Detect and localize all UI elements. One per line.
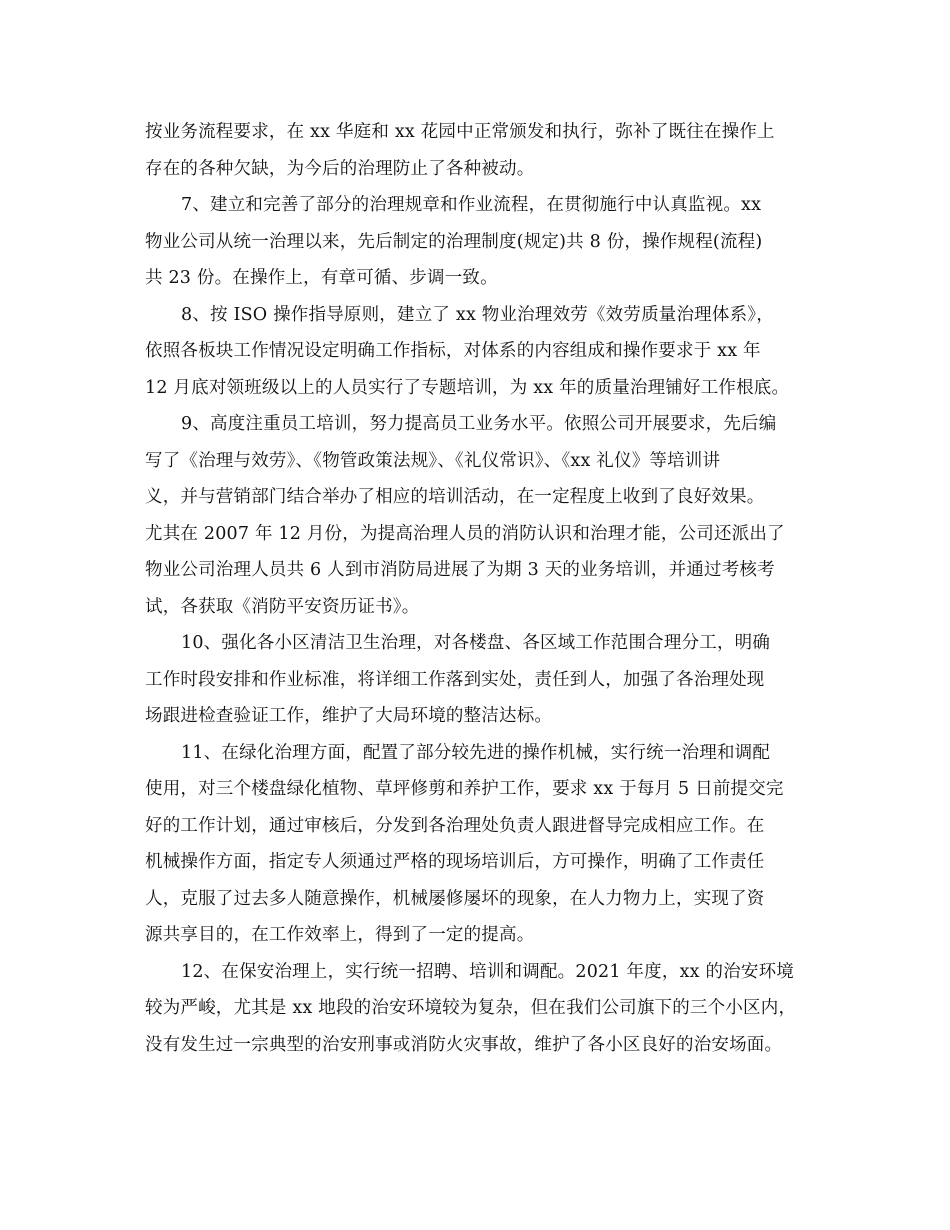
paragraph-line: 写了《治理与效劳》、《物管政策法规》、《礼仪常识》、《xx 礼仪》等培训讲 bbox=[145, 450, 721, 471]
paragraph-first-line: 8、按 ISO 操作指导原则，建立了 xx 物业治理效劳《效劳质量治理体系》， bbox=[181, 304, 774, 325]
paragraph-line: 12 月底对领班级以上的人员实行了专题培训，为 xx 年的质量治理铺好工作根底。 bbox=[145, 377, 790, 398]
document-body bbox=[145, 114, 813, 1063]
paragraph-line: 好的工作计划，通过审核后，分发到各治理处负责人跟进督导完成相应工作。在 bbox=[145, 815, 765, 836]
paragraph-line: 试，各获取《消防平安资历证书》。 bbox=[145, 596, 420, 617]
paragraph-line: 场跟进检查验证工作，维护了大局环境的整洁达标。 bbox=[145, 706, 553, 726]
paragraph-line: 尤其在 2007 年 12 月份，为提高治理人员的消防认识和治理才能，公司还派出了 bbox=[145, 523, 785, 544]
paragraph-first-line: 11、在绿化治理方面，配置了部分较先进的操作机械，实行统一治理和调配 bbox=[181, 742, 771, 763]
paragraph-first-line: 7、建立和完善了部分的治理规章和作业流程，在贯彻施行中认真监视。xx bbox=[181, 195, 762, 215]
paragraph-line: 工作时段安排和作业标准，将详细工作落到实处，责任到人，加强了各治理处现 bbox=[145, 669, 765, 690]
paragraph-line: 物业公司治理人员共 6 人到市消防局进展了为期 3 天的业务培训，并通过考核考 bbox=[145, 560, 775, 580]
paragraph-line: 机械操作方面，指定专人须通过严格的现场培训后，方可操作，明确了工作责任 bbox=[145, 852, 765, 872]
paragraph-first-line: 10、强化各小区清洁卫生治理，对各楼盘、各区域工作范围合理分工，明确 bbox=[181, 633, 771, 653]
paragraph-line: 存在的各种欠缺，为今后的治理防止了各种被动。 bbox=[145, 158, 535, 179]
paragraph-line: 较为严峻，尤其是 xx 地段的治安环境较为复杂，但在我们公司旗下的三个小区内， bbox=[145, 998, 797, 1018]
paragraph-line: 源共享目的，在工作效率上，得到了一定的提高。 bbox=[145, 925, 535, 945]
paragraph-line: 按业务流程要求，在 xx 华庭和 xx 花园中正常颁发和执行，弥补了既往在操作上 bbox=[145, 122, 775, 142]
paragraph-line: 义，并与营销部门结合举办了相应的培训活动，在一定程度上收到了良好效果。 bbox=[145, 487, 765, 507]
paragraph-line: 依照各板块工作情况设定明确工作指标，对体系的内容组成和操作要求于 xx 年 bbox=[145, 341, 761, 361]
paragraph-line: 共 23 份。在操作上，有章可循、步调一致。 bbox=[145, 268, 498, 288]
paragraph-line: 物业公司从统一治理以来，先后制定的治理制度(规定)共 8 份，操作规程(流程) bbox=[145, 231, 763, 252]
paragraph-line: 人，克服了过去多人随意操作，机械屡修屡坏的现象，在人力物力上，实现了资 bbox=[145, 888, 765, 909]
paragraph-first-line: 12、在保安治理上，实行统一招聘、培训和调配。2021 年度，xx 的治安环境 bbox=[181, 961, 794, 982]
paragraph-line: 没有发生过一宗典型的治安刑事或消防火灾事故，维护了各小区良好的治安场面。 bbox=[145, 1034, 783, 1055]
paragraph-line: 使用，对三个楼盘绿化植物、草坪修剪和养护工作，要求 xx 于每月 5 日前提交完 bbox=[145, 779, 784, 799]
paragraph-first-line: 9、高度注重员工培训，努力提高员工业务水平。依照公司开展要求，先后编 bbox=[181, 414, 777, 434]
